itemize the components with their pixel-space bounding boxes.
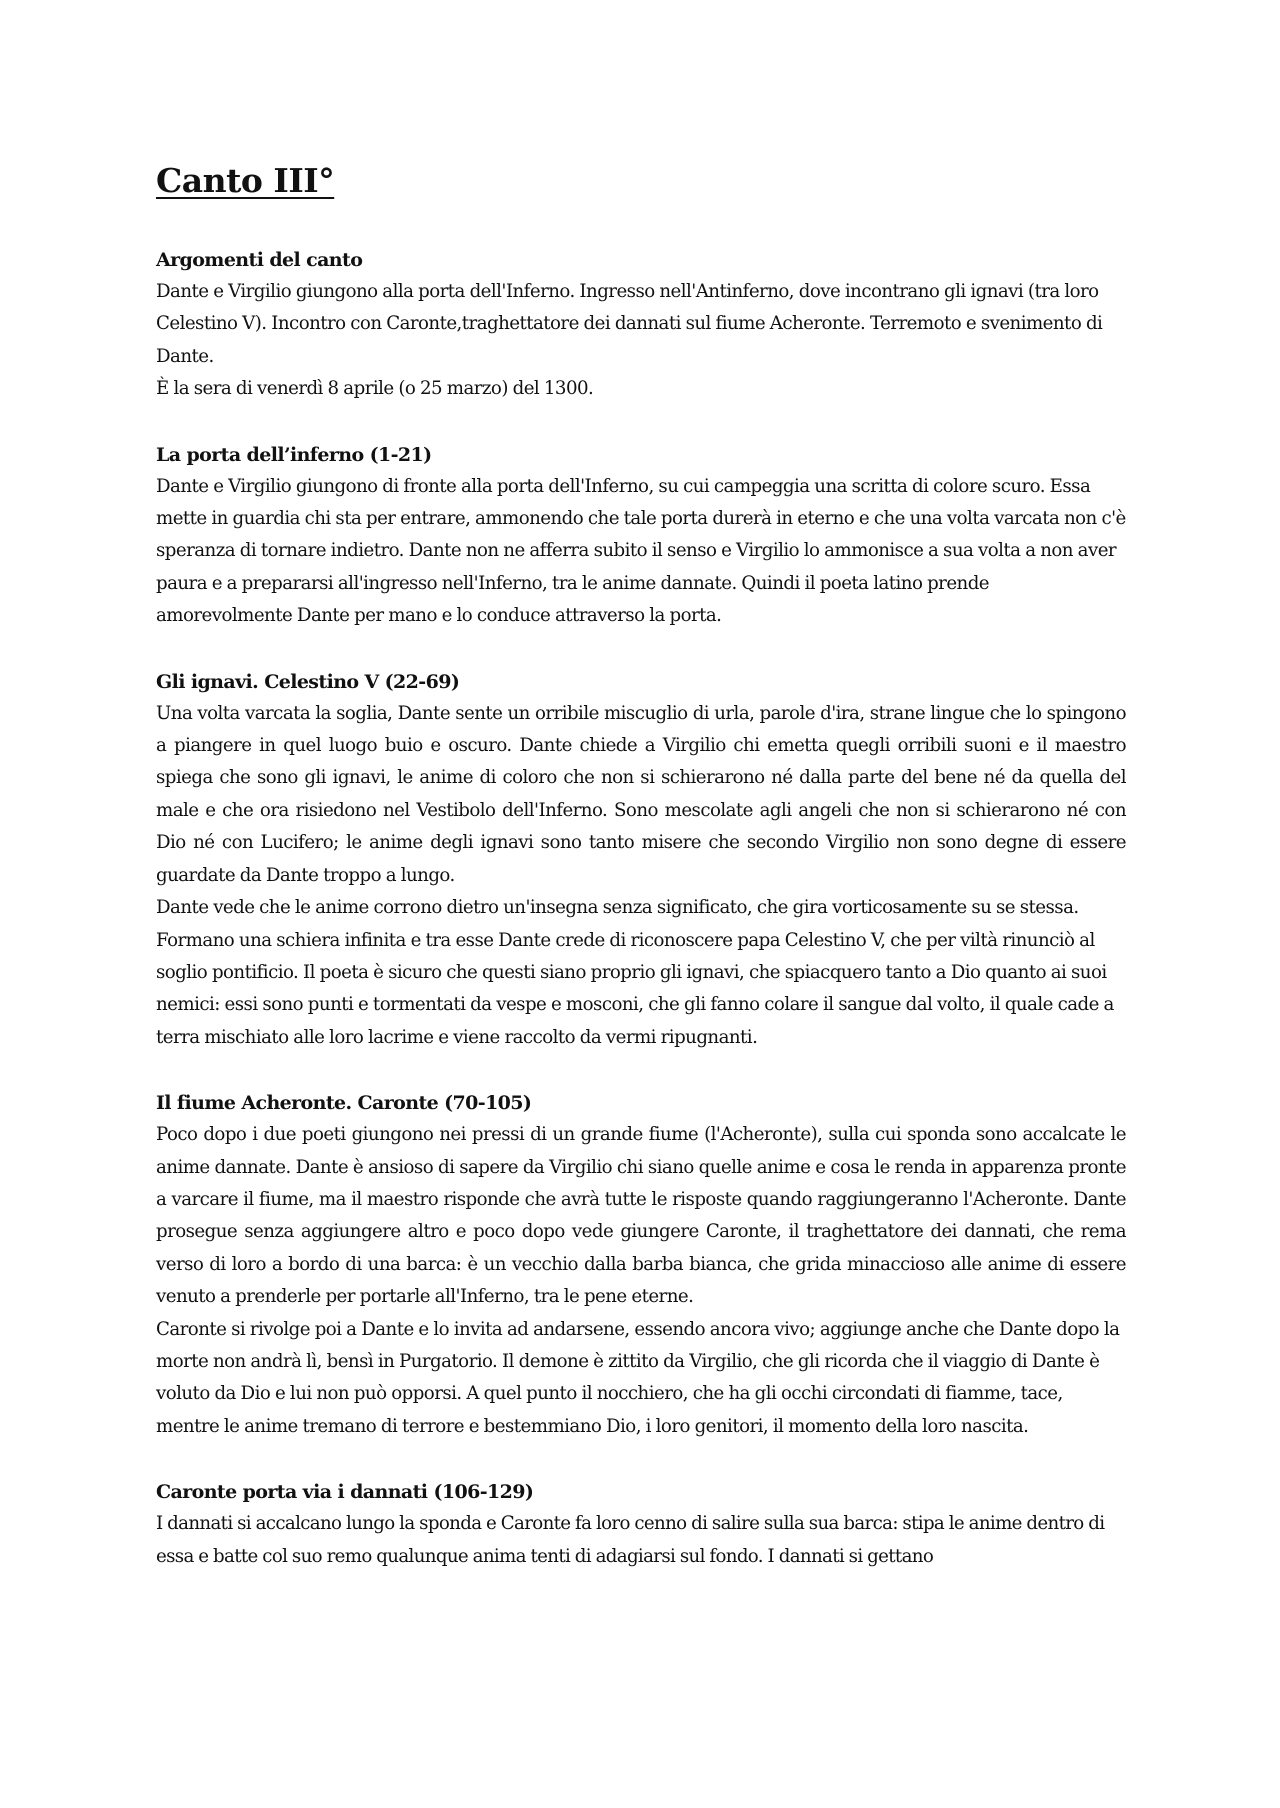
paragraph: Poco dopo i due poeti giungono nei pressi di un grande fiume (l'Acheronte), sulla cui sponda sono accalcate le anime dannate. Dante è ansioso di sapere da Virgilio chi siano quelle anime e cosa le renda in apparenza pronte a varcare il fiume, ma il maestro risponde che avrà tutte le risposte quando raggiungeranno l'Acheronte. Dante prosegue senza aggiungere altro e poco dopo vede giungere Caronte, il traghettatore dei dannati, che rema verso di loro a bordo di una barca: è un vecchio dalla barba bianca, che grida minaccioso alle anime di essere venuto a prenderle per portarle all'Inferno, tra le pene eterne. bbox=[156, 1124, 1126, 1308]
section-argomenti bbox=[156, 244, 1126, 406]
paragraph: Dante vede che le anime corrono dietro un'insegna senza significato, che gira vorticosamente su se stessa. Formano una schiera infinita e tra esse Dante crede di riconoscere papa Celestino V, che per viltà rinunciò al soglio pontificio. Il poeta è sicuro che questi siano proprio gli ignavi, che spiacquero tanto a Dio quanto ai suoi nemici: essi sono punti e tormentati da vespe e mosconi, che gli fanno colare il sangue dal volto, il quale cade a terra mischiato alle loro lacrime e viene raccolto da vermi ripugnanti. bbox=[156, 897, 1114, 1048]
section-ignavi bbox=[156, 666, 1126, 1054]
document-page bbox=[156, 158, 1126, 1606]
paragraph: È la sera di venerdì 8 aprile (o 25 marzo) del 1300. bbox=[156, 378, 594, 400]
section-porta-inferno bbox=[156, 439, 1126, 633]
section-heading: Gli ignavi. Celestino V (22-69) bbox=[156, 670, 460, 693]
section-heading: La porta dell’inferno (1-21) bbox=[156, 443, 432, 466]
page-title: Canto III° bbox=[156, 161, 335, 200]
section-heading: Il fiume Acheronte. Caronte (70-105) bbox=[156, 1092, 532, 1115]
paragraph: Una volta varcata la soglia, Dante sente un orribile miscuglio di urla, parole d'ira, strane lingue che lo spingono a piangere in quel luogo buio e oscuro. Dante chiede a Virgilio chi emetta quegli orribili suoni e il maestro spiega che sono gli ignavi, le anime di coloro che non si schierarono né dalla parte del bene né da quella del male e che ora risiedono nel Vestibolo dell'Inferno. Sono mescolate agli angeli che non si schierarono né con Dio né con Lucifero; le anime degli ignavi sono tanto misere che secondo Virgilio non sono degne di essere guardate da Dante troppo a lungo. bbox=[156, 702, 1126, 886]
paragraph: Dante e Virgilio giungono alla porta dell'Inferno. Ingresso nell'Antinferno, dove incontrano gli ignavi (tra loro Celestino V). Incontro con Caronte,traghettatore dei dannati sul fiume Acheronte. Terremoto e svenimento di Dante. bbox=[156, 281, 1103, 367]
paragraph: Caronte si rivolge poi a Dante e lo invita ad andarsene, essendo ancora vivo; aggiunge anche che Dante dopo la morte non andrà lì, bensì in Purgatorio. Il demone è zittito da Virgilio, che gli ricorda che il viaggio di Dante è voluto da Dio e lui non può opporsi. A quel punto il nocchiero, che ha gli occhi circondati di fiamme, tace, mentre le anime tremano di terrore e bestemmiano Dio, i loro genitori, il momento della loro nascita. bbox=[156, 1318, 1120, 1437]
section-acheronte bbox=[156, 1087, 1126, 1443]
paragraph: Dante e Virgilio giungono di fronte alla porta dell'Inferno, su cui campeggia una scritta di colore scuro. Essa mette in guardia chi sta per entrare, ammonendo che tale porta durerà in eterno e che una volta varcata non c'è speranza di tornare indietro. Dante non ne afferra subito il senso e Virgilio lo ammonisce a sua volta a non aver paura e a prepararsi all'ingresso nell'Inferno, tra le anime dannate. Quindi il poeta latino prende amorevolmente Dante per mano e lo conduce attraverso la porta. bbox=[156, 475, 1126, 627]
paragraph: I dannati si accalcano lungo la sponda e Caronte fa loro cenno di salire sulla sua barca: stipa le anime dentro di essa e batte col suo remo qualunque anima tenti di adagiarsi sul fondo. I dannati si gettano bbox=[156, 1513, 1105, 1567]
section-heading: Argomenti del canto bbox=[156, 249, 363, 271]
section-heading: Caronte porta via i dannati (106-129) bbox=[156, 1481, 534, 1504]
section-caronte-dannati bbox=[156, 1476, 1126, 1573]
